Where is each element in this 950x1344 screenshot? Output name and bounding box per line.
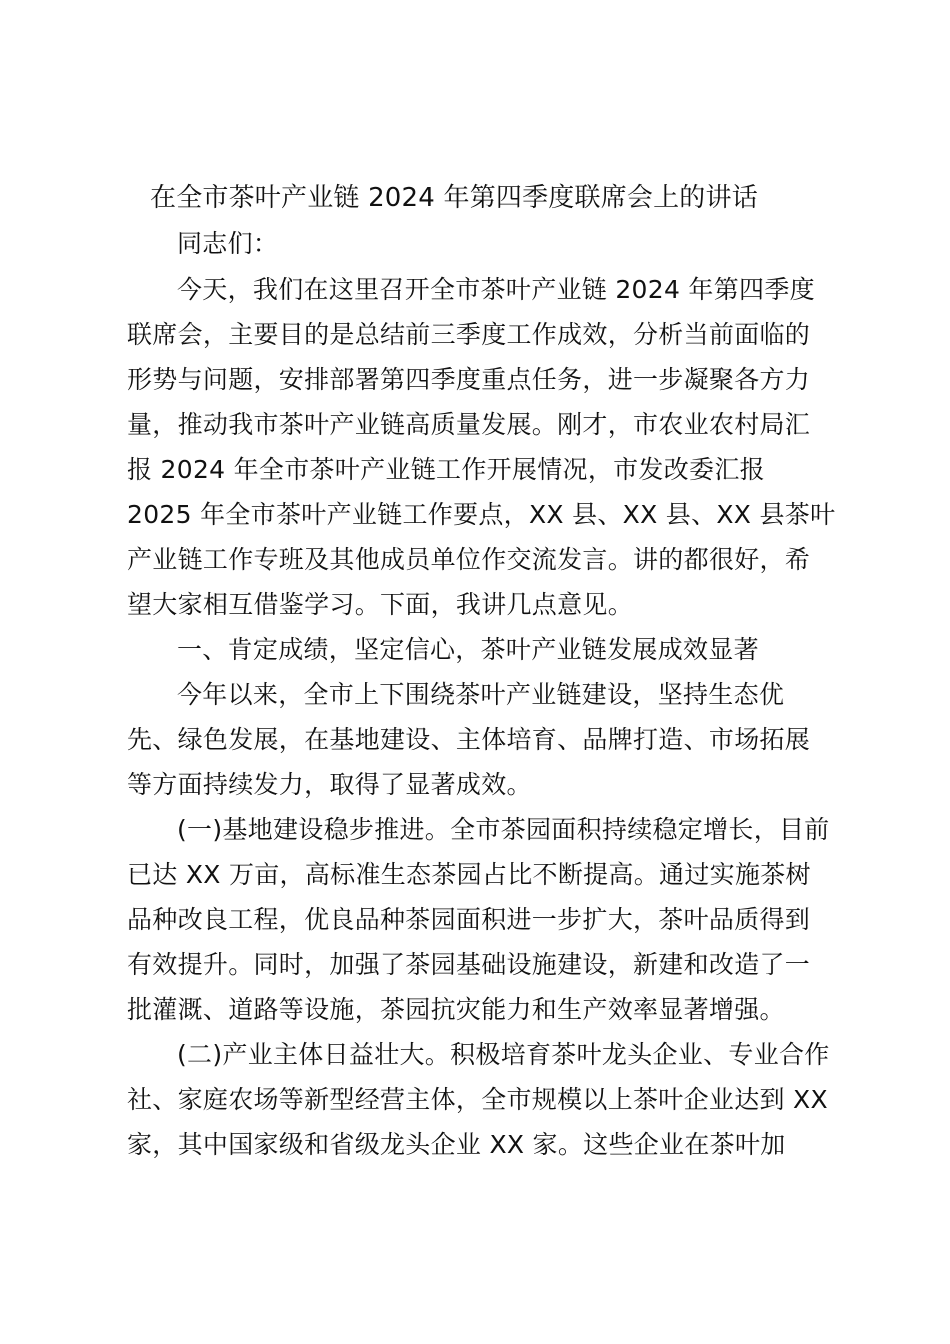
text-line: 望大家相互借鉴学习。下面，我讲几点意见。	[127, 590, 634, 619]
text-line: (一)基地建设稳步推进。全市茶园面积持续稳定增长，目前	[177, 815, 830, 844]
text-line: 量，推动我市茶叶产业链高质量发展。刚才，市农业农村局汇	[127, 410, 811, 439]
text-line: 先、绿色发展，在基地建设、主体培育、品牌打造、市场拓展	[127, 725, 811, 754]
document-title: 在全市茶叶产业链 2024 年第四季度联席会上的讲话	[150, 183, 758, 213]
text-line: 已达 XX 万亩，高标准生态茶园占比不断提高。通过实施茶树	[127, 860, 811, 889]
text-line: 有效提升。同时，加强了茶园基础设施建设，新建和改造了一	[127, 950, 811, 979]
text-line: 批灌溉、道路等设施，茶园抗灾能力和生产效率显著增强。	[127, 995, 785, 1024]
text-line: 形势与问题，安排部署第四季度重点任务，进一步凝聚各方力	[127, 365, 811, 394]
text-line: 品种改良工程，优良品种茶园面积进一步扩大，茶叶品质得到	[127, 905, 811, 934]
text-line: 今天，我们在这里召开全市茶叶产业链 2024 年第四季度	[177, 275, 815, 304]
text-line: 等方面持续发力，取得了显著成效。	[127, 770, 532, 799]
salutation: 同志们：	[177, 229, 279, 258]
text-line: 家，其中国家级和省级龙头企业 XX 家。这些企业在茶叶加	[127, 1130, 786, 1159]
text-line: 产业链工作专班及其他成员单位作交流发言。讲的都很好，希	[127, 545, 811, 574]
text-line: 社、家庭农场等新型经营主体，全市规模以上茶叶企业达到 XX	[127, 1085, 828, 1114]
text-line: 今年以来，全市上下围绕茶叶产业链建设，坚持生态优	[177, 680, 785, 709]
text-line: (二)产业主体日益壮大。积极培育茶叶龙头企业、专业合作	[177, 1040, 830, 1069]
text-line: 报 2024 年全市茶叶产业链工作开展情况，市发改委汇报	[127, 455, 765, 484]
text-line: 联席会，主要目的是总结前三季度工作成效，分析当前面临的	[127, 320, 811, 349]
text-line: 2025 年全市茶叶产业链工作要点，XX 县、XX 县、XX 县茶叶	[127, 500, 836, 529]
section-heading: 一、肯定成绩，坚定信心，茶叶产业链发展成效显著	[177, 635, 759, 664]
